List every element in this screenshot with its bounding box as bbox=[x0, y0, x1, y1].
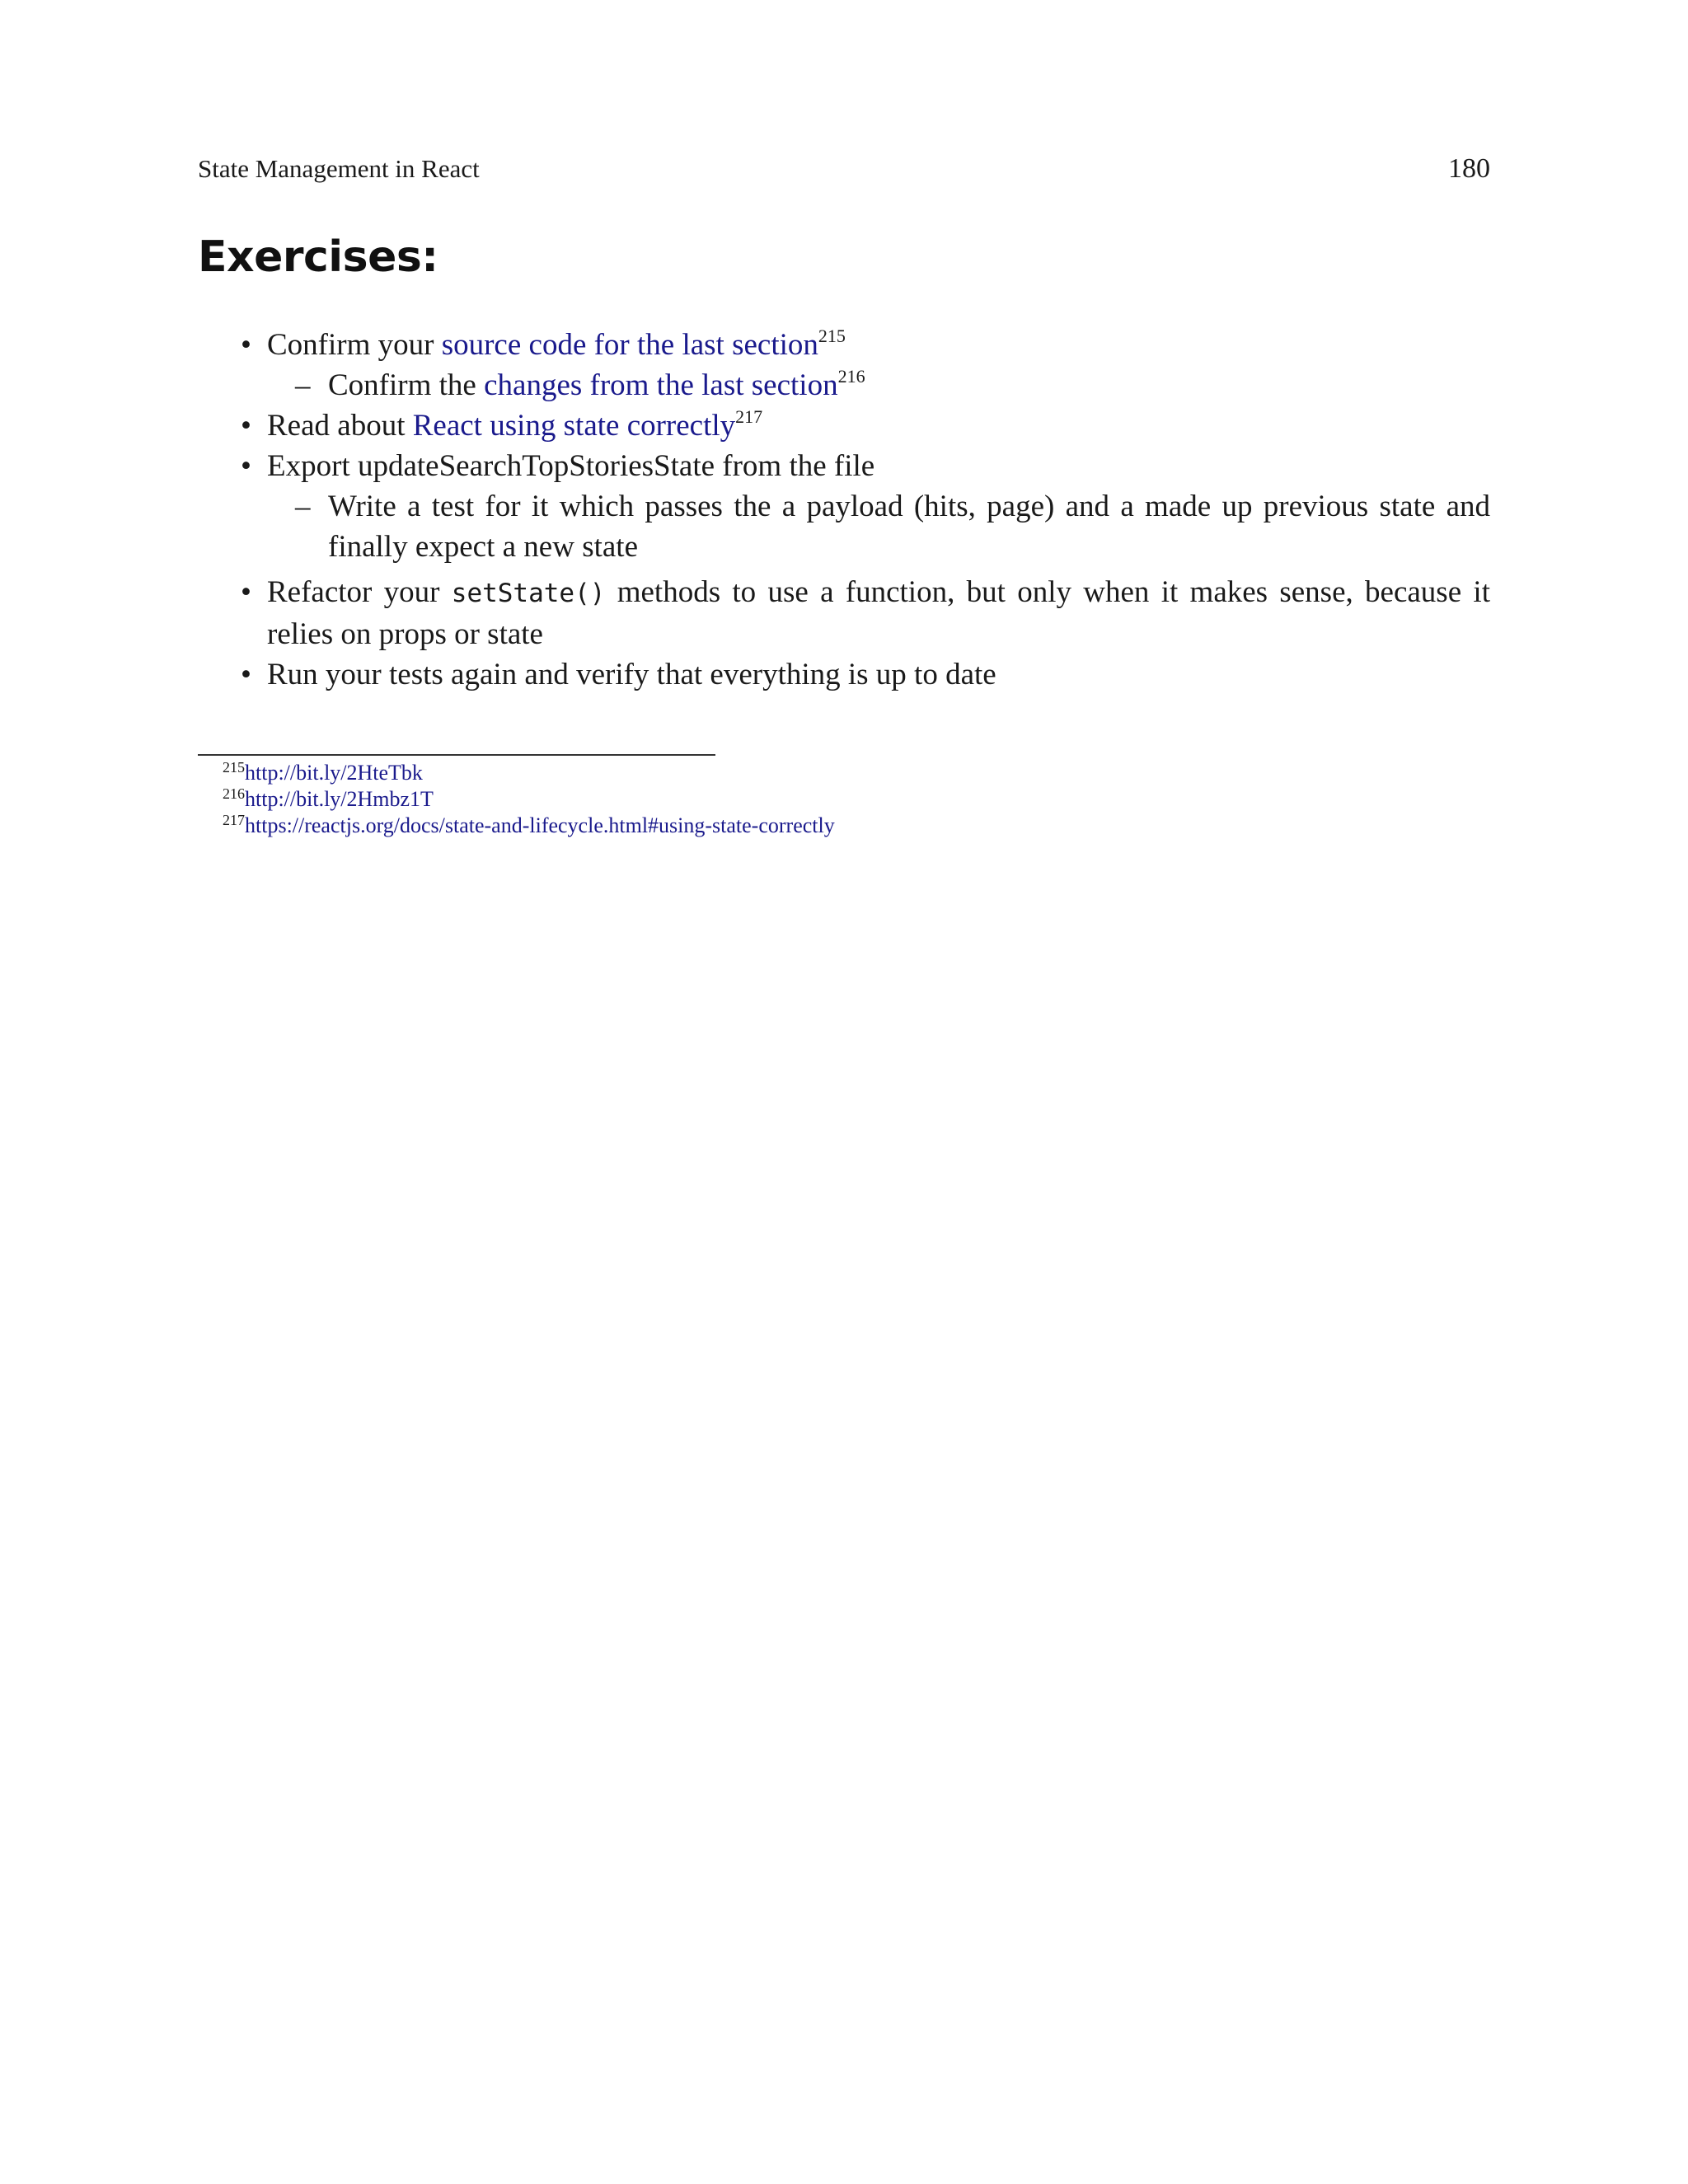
footnote bbox=[223, 813, 835, 839]
section-heading: Exercises: bbox=[198, 232, 438, 282]
sub-list bbox=[267, 365, 1490, 405]
footnote-link[interactable]: http://bit.ly/2Hmbz1T bbox=[245, 787, 434, 811]
footnote-link[interactable]: http://bit.ly/2HteTbk bbox=[245, 761, 423, 785]
footnote bbox=[223, 786, 835, 813]
footnote-divider bbox=[198, 754, 715, 756]
exercise-item-read-about bbox=[198, 405, 1490, 446]
inline-code: setState() bbox=[451, 579, 606, 608]
exercise-text: methods to use a function, but only when it makes sense, because it relies on props or state bbox=[267, 575, 1490, 651]
react-state-link[interactable]: React using state correctly bbox=[412, 409, 736, 443]
footnote-number: 217 bbox=[223, 812, 245, 828]
chapter-title: State Management in React bbox=[198, 154, 480, 183]
sub-list bbox=[267, 486, 1490, 567]
changes-link[interactable]: changes from the last section bbox=[484, 368, 838, 402]
exercise-text: Export updateSearchTopStoriesState from the file bbox=[267, 449, 875, 483]
footnote-link[interactable]: https://reactjs.org/docs/state-and-lifecycle.html#using-state-correctly bbox=[245, 813, 835, 837]
exercise-item-export bbox=[198, 446, 1490, 567]
footnote-number: 215 bbox=[223, 759, 245, 776]
exercise-item-confirm-source bbox=[198, 325, 1490, 405]
exercise-text: Confirm the bbox=[328, 368, 485, 402]
footnote-number: 216 bbox=[223, 785, 245, 802]
footnote-ref[interactable]: 215 bbox=[818, 326, 846, 346]
exercise-text: Write a test for it which passes the a payload (hits, page) and a made up previous state and finally expect a new state bbox=[328, 490, 1490, 564]
exercise-text: Run your tests again and verify that everything is up to date bbox=[267, 658, 996, 691]
footnote-ref[interactable]: 217 bbox=[735, 406, 763, 427]
exercise-item-refactor bbox=[198, 572, 1490, 654]
running-header bbox=[198, 153, 1490, 193]
exercise-text: Confirm your bbox=[267, 328, 442, 362]
source-code-link[interactable]: source code for the last section bbox=[441, 328, 818, 362]
exercise-text: Refactor your bbox=[267, 575, 452, 609]
exercise-subitem-confirm-changes bbox=[267, 365, 1490, 405]
exercise-item-run-tests bbox=[198, 654, 1490, 695]
exercise-subitem-write-test bbox=[267, 486, 1490, 567]
exercise-list bbox=[198, 325, 1490, 695]
exercise-text: Read about bbox=[267, 409, 413, 443]
footnotes bbox=[223, 760, 835, 839]
page-number: 180 bbox=[1448, 153, 1490, 184]
footnote bbox=[223, 760, 835, 786]
footnote-ref[interactable]: 216 bbox=[837, 366, 865, 387]
